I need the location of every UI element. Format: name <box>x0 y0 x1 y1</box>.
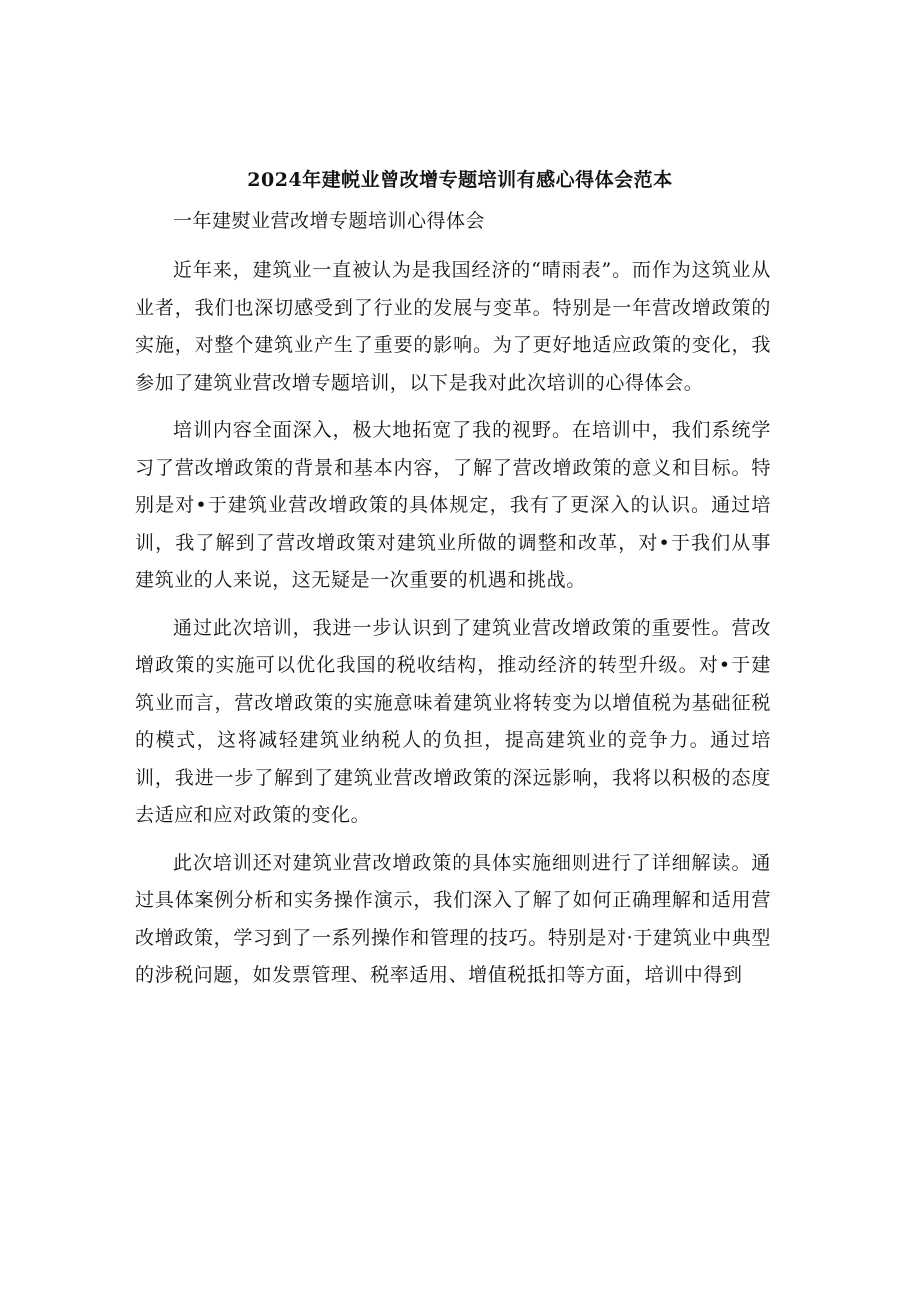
paragraph-1: 近年来，建筑业一直被认为是我国经济的“晴雨表”。而作为这筑业从业者，我们也深切感受到了行业的发展与变革。特别是一年营改增政策的实施，对整个建筑业产生了重要的影响。为了更好地适应政策的变化，我参加了建筑业营改增专题培训，以下是我对此次培训的心得体会。 <box>135 259 771 394</box>
paragraph-2: 培训内容全面深入，极大地拓宽了我的视野。在培训中，我们系统学习了营改增政策的背景和基本内容，了解了营改增政策的意义和目标。特别是对•于建筑业营改增政策的具体规定，我有了更深入的认识。通过培训，我了解到了营改增政策对建筑业所做的调整和改革，对•于我们从事建筑业的人来说，这无疑是一次重要的机遇和挑战。 <box>135 419 771 591</box>
document-body <box>135 252 771 1005</box>
document-title: 2024年建帨业曾改增专题培训有感心得体会范本 <box>247 169 673 191</box>
paragraph-4: 此次培训还对建筑业营改增政策的具体实施细则进行了详细解读。通过具体案例分析和实务操作演示，我们深入了解了如何正确理解和适用营改增政策，学习到了一系列操作和管理的技巧。特别是对·于建筑业中典型的涉税问题，如发票管理、税率适用、增值税抵扣等方面，培训中得到 <box>135 851 771 986</box>
paragraph-3: 通过此次培训，我进一步认识到了建筑业营改增政策的重要性。营改增政策的实施可以优化我国的税收结构，推动经济的转型升级。对•于建筑业而言，营改增政策的实施意味着建筑业将转变为以增值税为基础征税的模式，这将减轻建筑业纳税人的负担，提高建筑业的竞争力。通过培训，我进一步了解到了建筑业营改增政策的深远影响，我将以积极的态度去适应和应对政策的变化。 <box>135 616 771 826</box>
document-subtitle: 一年建熨业营改增专题培训心得体会 <box>173 210 486 232</box>
